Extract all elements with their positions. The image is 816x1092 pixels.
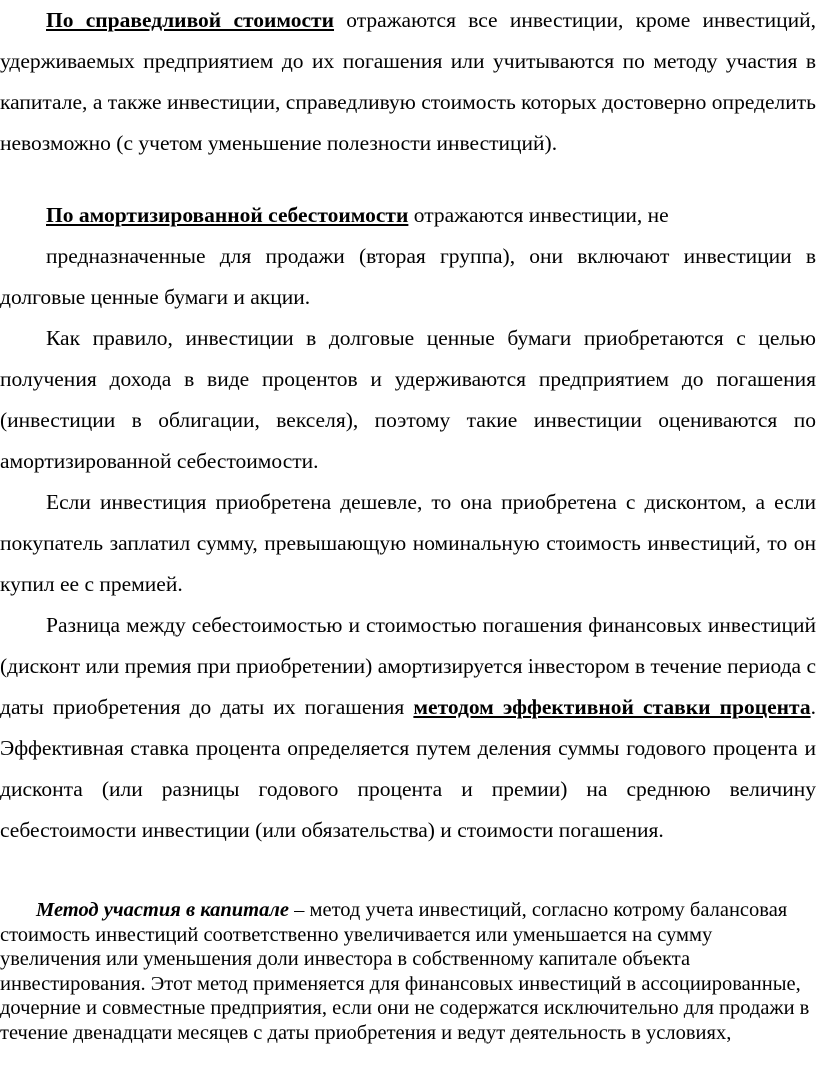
paragraph-amortized-cost-body <box>0 236 816 318</box>
paragraph-text: предназначенные для продажи (вторая группа), они включают инвестиции в долговые ценные бумаги и акции. <box>0 244 816 309</box>
paragraph-text: отражаются все инвестиции, кроме инвестиций, удерживаемых предприятием до их погашения или учитываются по методу участия в капитале, а также инвестиции, справедливую стоимость которых достоверно определить невозможно (с учетом уменьшение полезности инвестиций). <box>0 8 816 155</box>
paragraph-effective-rate <box>0 605 816 851</box>
paragraph-equity-method <box>0 898 816 1045</box>
paragraph-text: Если инвестиция приобретена дешевле, то она приобретена с дисконтом, а если покупатель заплатил сумму, превышающую номинальную стоимость инвестиций, то он купил ее с премией. <box>0 490 816 596</box>
term-amortized-cost: По амортизированной себестоимости <box>46 203 409 227</box>
paragraph-discount-premium <box>0 482 816 605</box>
term-effective-interest-method: методом эффективной ставки процента <box>413 695 811 719</box>
paragraph-text: Разница между себестоимостью и стоимостью погашения финансовых инвестиций (дисконт или премия при приобретении) амортизируется інвестором в течение периода с даты приобретения до даты их погашения <box>0 613 816 719</box>
paragraph-debt-securities <box>0 318 816 482</box>
term-equity-method: Метод участия в капитале <box>36 899 289 921</box>
paragraph-text: отражаются инвестиции, не <box>408 203 669 227</box>
term-fair-value: По справедливой стоимости <box>46 8 335 32</box>
paragraph-text: – метод учета инвестиций, согласно котрому балансовая стоимость инвестиций соответственно увеличивается или уменьшается на сумму увеличения или уменьшения доли инвестора в собственному капитале объекта инвестирования. Этот метод применяется для финансовых инвестиций в ассоциированные, дочерние и совместные предприятия, если они не содержатся исключительно для продажи в течение двенадцати месяцев с даты приобретения и ведут деятельность в условиях, <box>0 899 810 1044</box>
paragraph-amortized-cost-heading <box>0 195 816 236</box>
paragraph-text: Как правило, инвестиции в долговые ценные бумаги приобретаются с целью получения дохода в виде процентов и удерживаются предприятием до погашения (инвестиции в облигации, векселя), поэтому такие инвестиции оцениваются по амортизированной себестоимости. <box>0 326 816 473</box>
paragraph-fair-value <box>0 0 816 164</box>
paragraph-text: . Эффективная ставка процента определяется путем деления суммы годового процента и дисконта (или разницы годового процента и премии) на среднюю величину себестоимости инвестиции (или обязательства) и стоимости погашения. <box>0 695 816 842</box>
